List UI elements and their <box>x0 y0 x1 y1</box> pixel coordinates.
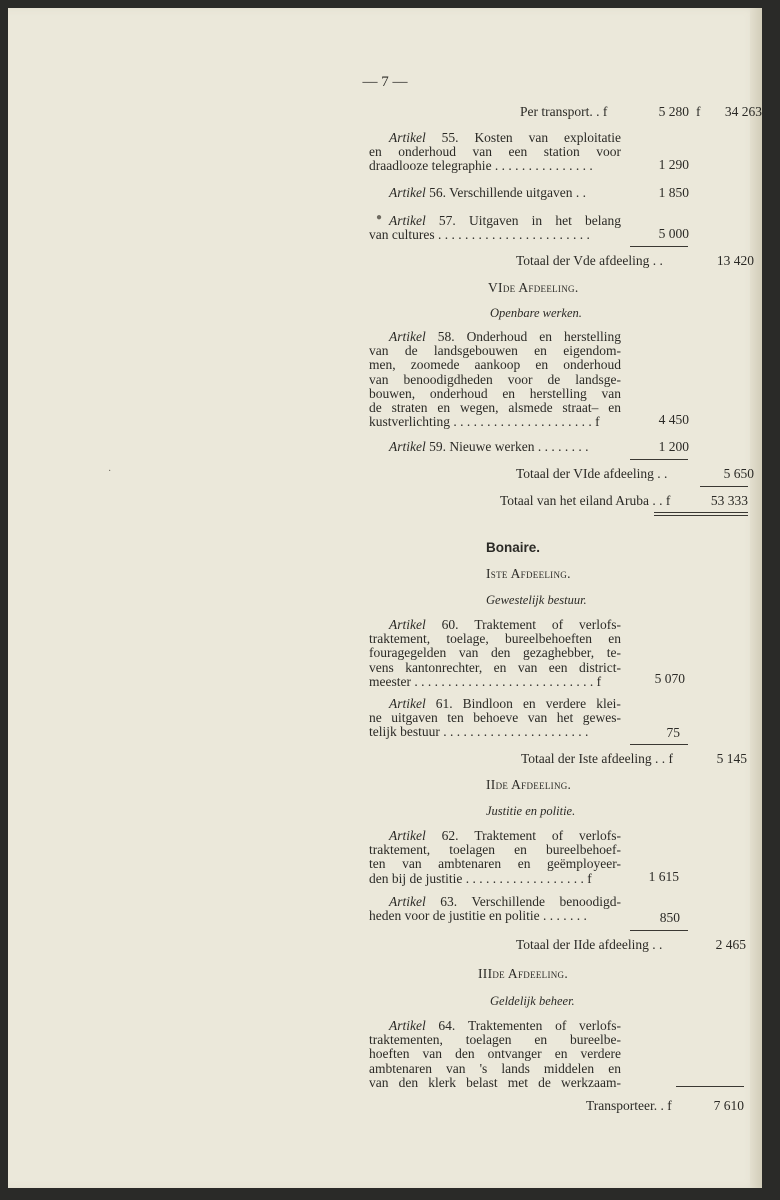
word: Artikel <box>389 696 426 711</box>
word: Artikel <box>389 213 426 228</box>
word: voor <box>507 371 533 387</box>
word: verdere <box>545 696 587 711</box>
text-line <box>369 330 621 344</box>
word: voor <box>596 144 621 160</box>
document-page <box>8 8 762 1188</box>
article-60-amount: 5 070 <box>654 671 685 686</box>
text-line <box>369 843 621 857</box>
word: en <box>493 659 507 675</box>
word: te- <box>606 645 621 661</box>
word: van <box>402 856 422 872</box>
word: bureelbehoef- <box>546 842 621 858</box>
word: exploitatie <box>564 130 621 145</box>
word: wegen, <box>459 400 499 416</box>
word: 58. <box>437 329 455 344</box>
article-56-rest: 56. Verschillende uitgaven . . <box>429 185 586 200</box>
article-58-text <box>369 330 621 429</box>
text-line <box>369 387 621 401</box>
word: en <box>369 144 382 160</box>
article-57-amount: 5 000 <box>658 226 689 241</box>
word: en <box>539 329 553 344</box>
word: herstelling <box>529 385 587 401</box>
word: van <box>446 1060 466 1076</box>
word: heden voor de justitie en politie . . . . . . . <box>369 908 587 924</box>
word: de <box>547 371 561 387</box>
word: klerk <box>428 1074 456 1090</box>
word: van <box>422 1046 443 1062</box>
word: in <box>531 213 543 228</box>
word: ten <box>447 710 464 726</box>
word: van <box>369 343 389 359</box>
word: traktement, <box>369 842 431 858</box>
word: draadlooze telegraphie . . . . . . . . . . . . . . . <box>369 158 593 174</box>
word: van <box>517 659 538 675</box>
word: Verschillende <box>471 894 546 909</box>
section-iii-subheading: Geldelijk beheer. <box>490 994 575 1008</box>
word: 63. <box>440 894 458 909</box>
subtotal-rule <box>630 246 688 247</box>
word: 64. <box>438 1018 456 1033</box>
word: en <box>437 400 451 416</box>
per-transport-f2: f <box>696 104 701 119</box>
word: 60. <box>441 617 459 632</box>
section-i-subheading: Gewestelijk bestuur. <box>486 593 587 607</box>
text-line <box>369 829 621 843</box>
word: de <box>538 1074 551 1090</box>
subtotal-rule <box>630 459 688 460</box>
word: ne <box>369 710 382 726</box>
article-62-text <box>369 829 621 886</box>
word: district- <box>578 659 621 675</box>
word: en <box>534 343 547 359</box>
text-line <box>369 1062 621 1076</box>
bonaire-title: Bonaire. <box>486 540 541 555</box>
word: van <box>369 1074 389 1090</box>
word: en <box>514 842 527 858</box>
word: landsge- <box>575 371 621 387</box>
word: aankoop <box>474 357 521 373</box>
text-line <box>369 646 621 660</box>
word: gewes- <box>582 710 621 726</box>
page-edge-shadow <box>750 8 762 1188</box>
text-line <box>369 358 621 372</box>
text-line <box>369 415 621 429</box>
article-56-text <box>389 185 586 201</box>
total-v-label: Totaal der Vde afdeeling . . <box>516 253 663 268</box>
per-transport-label: Per transport. . f <box>520 104 608 119</box>
word: bureelbe- <box>570 1032 621 1048</box>
word: een <box>508 144 528 160</box>
text-line <box>369 1047 621 1061</box>
ink-mark: · <box>108 466 112 477</box>
word: traktement, <box>369 631 431 647</box>
word: alsmede <box>508 400 553 416</box>
word: Uitgaven <box>468 213 519 228</box>
word: en <box>502 385 516 401</box>
word: werkzaam- <box>561 1074 621 1090</box>
word: Artikel <box>389 329 426 344</box>
per-transport-col1: 5 280 <box>658 104 689 119</box>
word: straten <box>391 400 428 416</box>
word: verdere <box>580 1046 621 1062</box>
word: onderhoud <box>563 357 621 373</box>
word: ambtenaren <box>438 856 502 872</box>
word: en <box>522 696 536 711</box>
word: Kosten <box>474 130 513 145</box>
text-line <box>369 872 621 886</box>
text-line <box>369 675 621 689</box>
text-line <box>369 373 621 387</box>
word: station <box>543 144 580 160</box>
word: den <box>455 1046 475 1062</box>
word: benoodigd- <box>559 894 621 909</box>
word: hoeften <box>369 1046 410 1062</box>
word: Onderhoud <box>466 329 528 344</box>
transporteer-label: Transporteer. . f <box>586 1098 672 1113</box>
word: ten <box>369 856 386 872</box>
text-line <box>369 145 621 159</box>
text-line <box>369 214 621 228</box>
word: zoomede <box>410 357 460 373</box>
total-ii-amount: 2 465 <box>715 937 746 952</box>
word: 55. <box>441 130 459 145</box>
article-61-amount: 75 <box>666 725 680 740</box>
word: van <box>527 710 548 726</box>
word: Artikel <box>389 894 426 909</box>
word: benoodigdheden <box>403 371 493 387</box>
word: telijk bestuur . . . . . . . . . . . . . . . . . . . . . . <box>369 724 589 740</box>
word: den <box>398 1074 419 1090</box>
word: 's <box>479 1060 488 1076</box>
word: van <box>601 385 621 401</box>
article-55-text <box>369 131 621 174</box>
article-58-amount: 4 450 <box>658 412 689 427</box>
ink-mark: ● <box>376 212 383 223</box>
word: en <box>608 1060 621 1076</box>
text-line <box>369 909 621 923</box>
text-line <box>369 1019 621 1033</box>
word: verlofs- <box>579 828 621 843</box>
word: onderhoud <box>398 144 456 160</box>
word: geëmployeer- <box>547 856 621 872</box>
word: of <box>555 1018 567 1033</box>
word: van <box>472 144 492 160</box>
total-vi-label: Totaal der VIde afdeeling . . <box>516 466 668 481</box>
article-63-amount: 850 <box>659 910 680 925</box>
word: het <box>555 213 572 228</box>
transporteer-amount: 7 610 <box>713 1098 744 1113</box>
word: behoeve <box>473 710 519 726</box>
word: of <box>551 617 564 632</box>
total-vi-amount: 5 650 <box>723 466 754 481</box>
text-line <box>369 228 621 242</box>
article-56-italic: Artikel <box>389 185 426 200</box>
word: een <box>548 659 568 675</box>
article-59-italic: Artikel <box>389 439 426 454</box>
text-line <box>369 159 621 173</box>
word: kantonrechter, <box>405 659 483 675</box>
section-iii-heading: IIIde Afdeeling. <box>478 966 569 981</box>
total-v-amount: 13 420 <box>716 253 754 268</box>
section-ii-heading: IIde Afdeeling. <box>486 777 572 792</box>
word: en <box>608 400 621 416</box>
text-line <box>369 661 621 675</box>
text-line <box>369 401 621 415</box>
subtotal-rule <box>630 930 688 931</box>
word: en <box>535 357 549 373</box>
text-line <box>369 1076 621 1090</box>
word: men, <box>369 357 396 373</box>
word: 57. <box>438 213 456 228</box>
text-line <box>369 131 621 145</box>
word: Artikel <box>389 617 426 632</box>
word: klei- <box>596 696 621 711</box>
double-rule-bottom <box>654 515 748 516</box>
word: 62. <box>441 828 459 843</box>
text-line <box>369 632 621 646</box>
word: Traktement <box>474 828 537 843</box>
word: ambtenaren <box>369 1060 432 1076</box>
total-rule <box>700 486 748 487</box>
word: bouwen, <box>369 385 416 401</box>
section-vi-subheading: Openbare werken. <box>490 306 582 320</box>
word: middelen <box>543 1060 595 1076</box>
total-aruba-amount: 53 333 <box>710 493 748 508</box>
text-line <box>369 697 621 711</box>
word: het <box>556 710 574 726</box>
article-59-rest: 59. Nieuwe werken . . . . . . . . <box>429 439 589 454</box>
word: ontvanger <box>487 1046 542 1062</box>
word: Artikel <box>389 1018 426 1033</box>
transport-rule <box>676 1086 744 1087</box>
word: toelagen <box>465 1032 512 1048</box>
word: lands <box>501 1060 530 1076</box>
article-59-amount: 1 200 <box>658 439 689 454</box>
word: landsgebouwen <box>433 343 518 359</box>
word: van <box>528 130 549 145</box>
word: den bij de justitie . . . . . . . . . . . . . . . . . . f <box>369 870 592 886</box>
word: fouragegelden <box>369 645 447 661</box>
text-line <box>369 1033 621 1047</box>
subtotal-rule <box>630 744 688 745</box>
article-64-text <box>369 1019 621 1090</box>
text-line <box>369 725 621 739</box>
text-line <box>369 711 621 725</box>
word: en <box>608 631 621 647</box>
word: straat– <box>562 400 599 416</box>
word: belast <box>466 1074 498 1090</box>
total-i-label: Totaal der Iste afdeeling . . f <box>521 751 673 766</box>
word: van <box>369 371 389 387</box>
text-line <box>369 618 621 632</box>
article-59-text <box>389 439 588 455</box>
article-61-text <box>369 697 621 740</box>
section-i-heading: Iste Afdeeling. <box>486 566 571 581</box>
word: belang <box>585 213 621 228</box>
article-57-text <box>369 214 621 242</box>
word: verlofs- <box>579 617 621 632</box>
word: de <box>369 400 382 416</box>
word: Artikel <box>389 130 426 145</box>
word: Artikel <box>389 828 426 843</box>
word: met <box>507 1074 528 1090</box>
word: eigendom- <box>563 343 621 359</box>
total-ii-label: Totaal der IIde afdeeling . . <box>516 937 663 952</box>
per-transport-col2: 34 263 <box>724 104 762 119</box>
word: meester . . . . . . . . . . . . . . . . . . . . . . . . . . . f <box>369 673 602 689</box>
word: 61. <box>435 696 453 711</box>
word: kustverlichting . . . . . . . . . . . . . . . . . . . . . f <box>369 414 600 430</box>
double-rule-top <box>654 512 748 513</box>
total-i-amount: 5 145 <box>716 751 747 766</box>
word: en <box>554 1046 568 1062</box>
article-62-amount: 1 615 <box>648 869 679 884</box>
word: van <box>458 645 479 661</box>
word: toelage, <box>446 631 489 647</box>
word: onderhoud <box>429 385 488 401</box>
text-line <box>369 895 621 909</box>
article-55-amount: 1 290 <box>658 157 689 172</box>
word: Traktementen <box>467 1018 543 1033</box>
word: bureelbehoeften <box>505 631 592 647</box>
article-56-amount: 1 850 <box>658 185 689 200</box>
word: den <box>490 645 511 661</box>
word: van cultures . . . . . . . . . . . . . . . . . . . . . . . <box>369 227 590 243</box>
section-ii-subheading: Justitie en politie. <box>486 804 576 818</box>
article-63-text <box>369 895 621 923</box>
total-aruba-label: Totaal van het eiland Aruba . . f <box>500 493 671 508</box>
section-vi-heading: VIde Afdeeling. <box>488 280 579 295</box>
word: en <box>517 856 531 872</box>
word: verlofs- <box>579 1018 621 1033</box>
text-line <box>369 857 621 871</box>
article-60-text <box>369 618 621 689</box>
word: uitgaven <box>391 710 438 726</box>
word: Traktement <box>474 617 537 632</box>
word: vens <box>369 659 394 675</box>
page-number: — 7 — <box>362 74 408 90</box>
word: of <box>551 828 564 843</box>
word: de <box>404 343 418 359</box>
word: herstelling <box>564 329 621 344</box>
text-line <box>369 344 621 358</box>
word: toelagen <box>449 842 495 858</box>
word: traktementen, <box>369 1032 443 1048</box>
word: Bindloon <box>462 696 513 711</box>
word: gezaghebber, <box>523 645 595 661</box>
word: en <box>534 1032 548 1048</box>
